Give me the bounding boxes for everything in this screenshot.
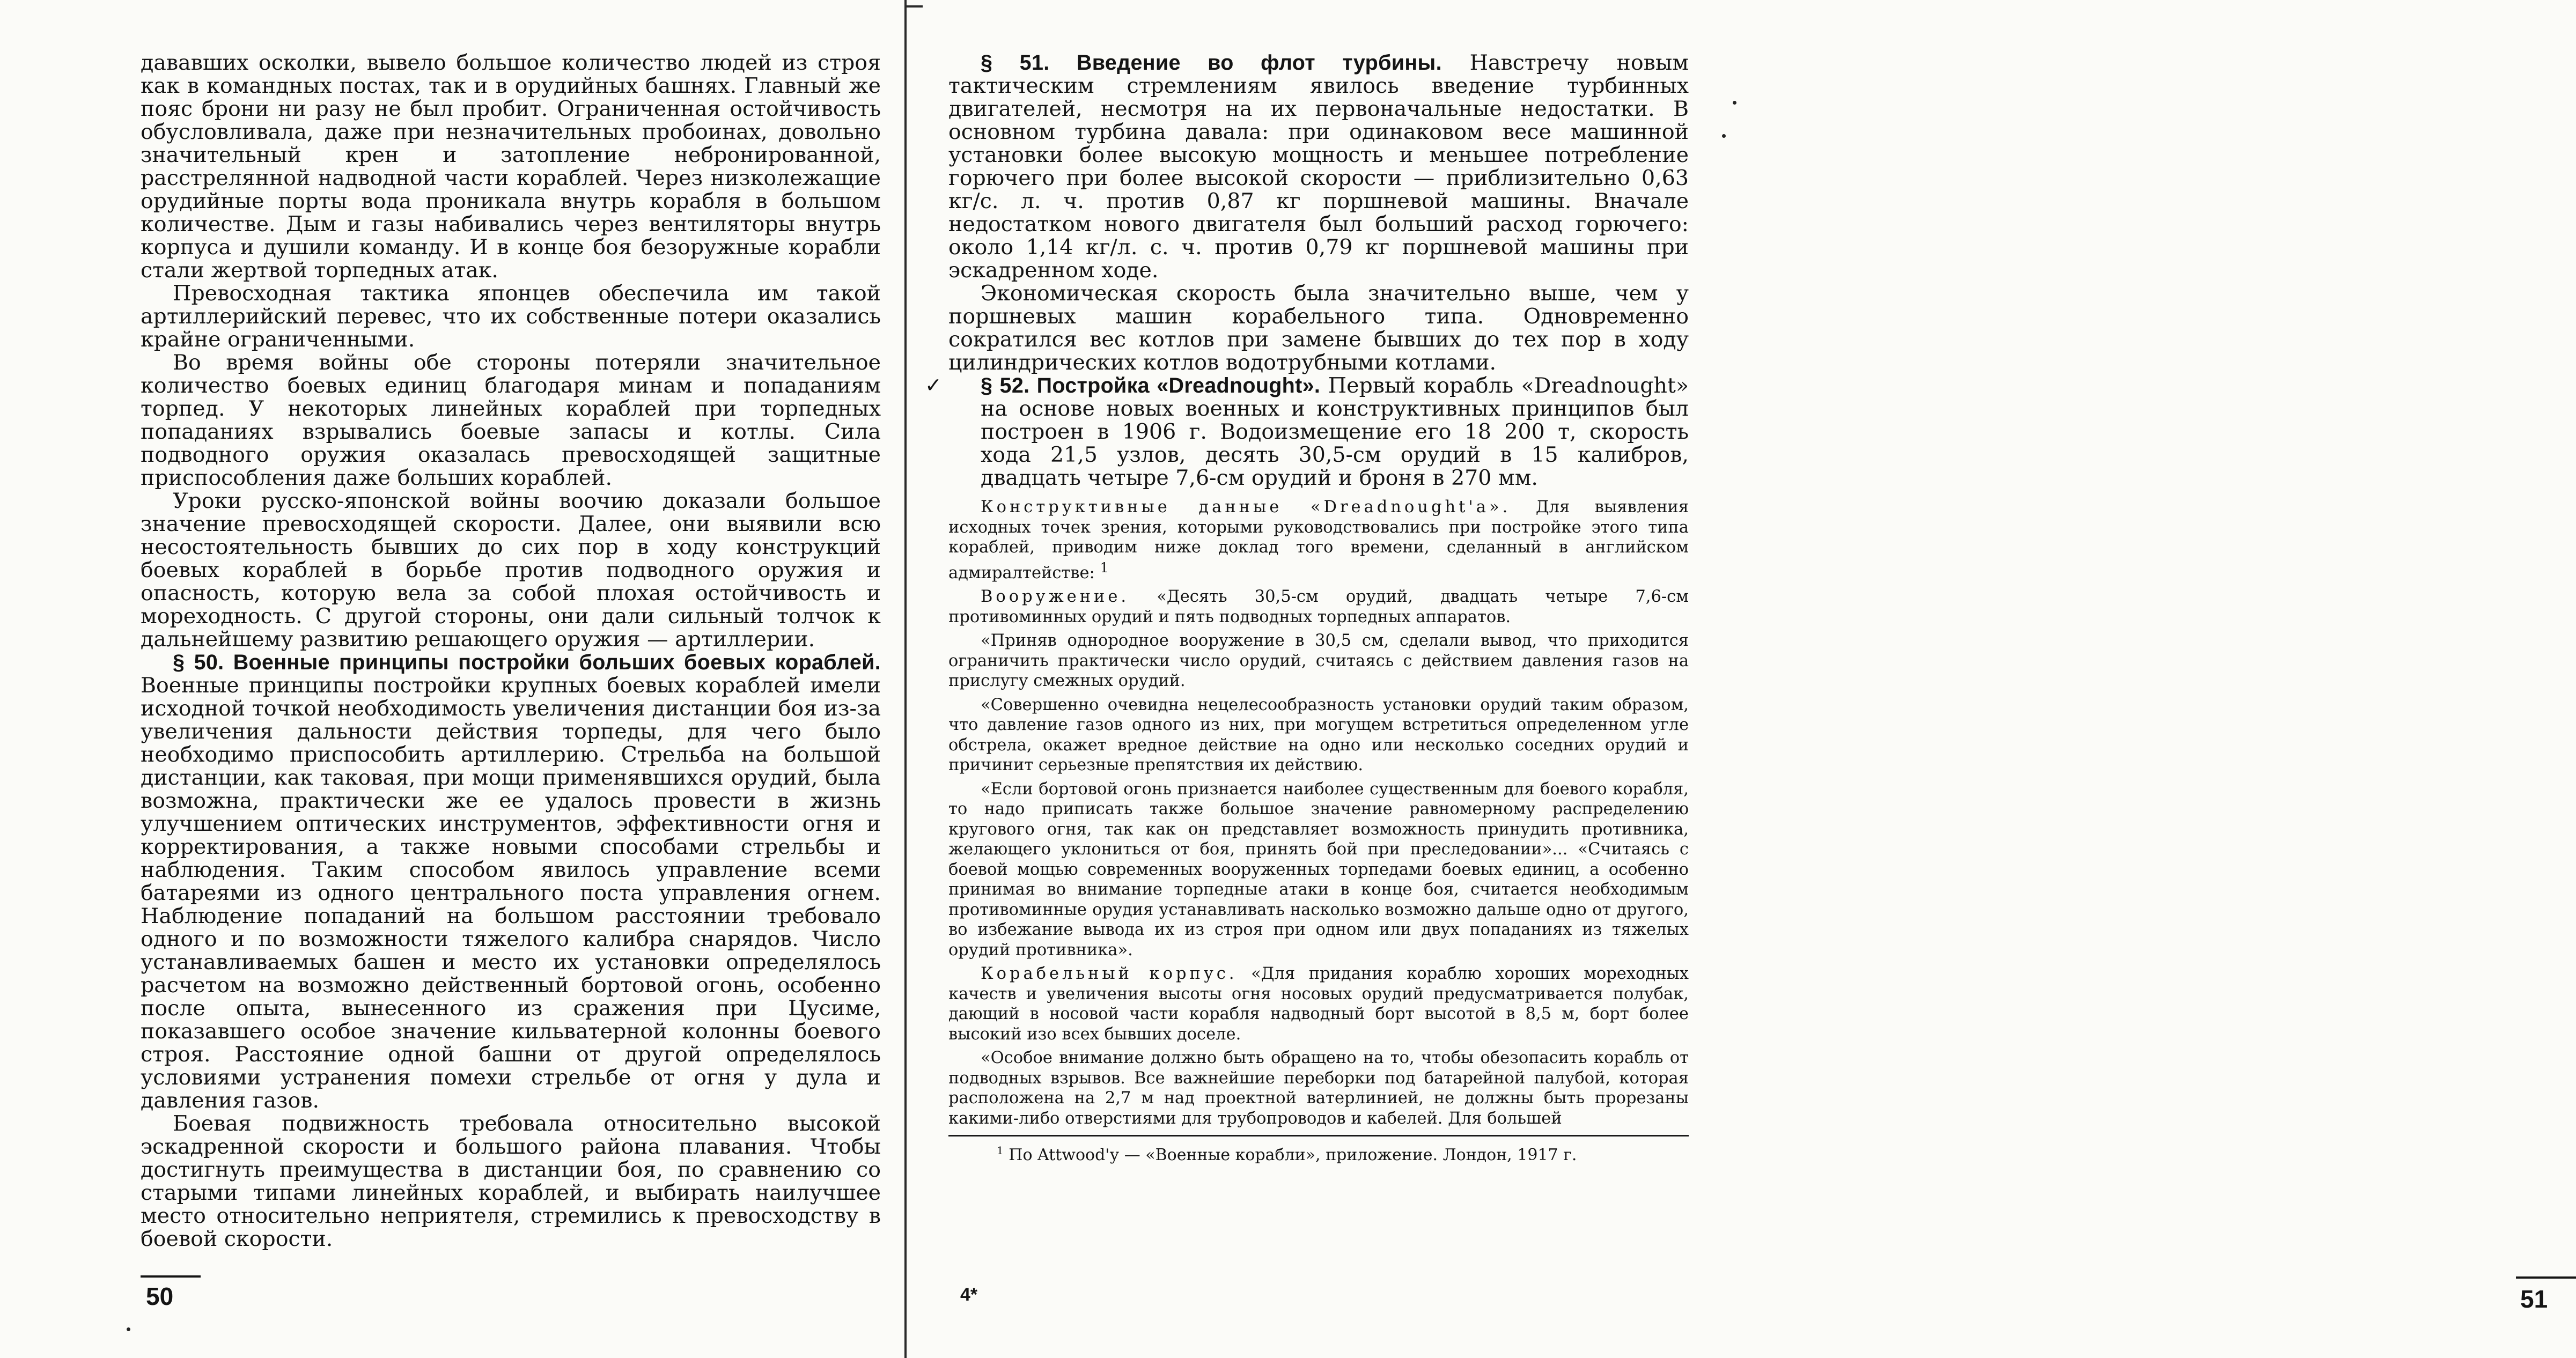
- footnote-reference: 1: [1100, 559, 1109, 575]
- check-mark-icon: ✓: [925, 374, 942, 397]
- small-print-hull: [948, 964, 1689, 1044]
- small-print-paragraph-6: «Особое внимание должно быть обращено на то, чтобы обезопасить корабль от подводных взрывов. Все важнейшие переборки под батарейной палубой, которая расположена на 2,7 м над проектной ватерлинией, не должны быть прорезаны какими-либо отверстиями для трубопроводов и кабелей. Для большей: [948, 1049, 1689, 1128]
- left-closing-paragraph: Боевая подвижность требовала относительно высокой эскадренной скорости и большого района плавания. Чтобы достигнуть преимущества в дистанции боя, по сравнению со старыми типами линейных кораблей, и выбирать наилучшее место относительно неприятеля, стремились к превосходству в боевой скорости.: [141, 1111, 881, 1251]
- page-number-rule-left: [141, 1275, 201, 1278]
- section-51-text: Навстречу новым тактическим стремлениям явилось введение турбинных двигателей, несмотря на их первоначальные недостатки. В основном турбина давала: при одинаковом весе машинной установки более высокую мощность и меньшее потребление горючего при более высокой скорости — приблизительно 0,63 кг/с. л. ч. против 0,87 кг поршневой машины. Вначале недостатком нового двигателя был больший расход горючего: около 1,14 кг/л. с. ч. против 0,79 кг поршневой машины при эскадренном ходе.: [948, 50, 1689, 283]
- right-page: [885, 0, 2548, 1358]
- left-paragraph-4: Уроки русско-японской войны воочию доказали большое значение превосходящей скорости. Далее, они выявили всю несостоятельность бывших до сих пор в ходу конструкций боевых кораблей в борьбе против подводного оружия и опасность, которую вела за собой плохая остойчивость и мореходность. С другой стороны, они дали сильный толчок к дальнейшему развитию решающего оружия — артиллерии.: [141, 489, 881, 652]
- small-print-intro-lead: Конструктивные данные «Dreadnought'a».: [981, 498, 1511, 516]
- page-number-left: 50: [146, 1282, 174, 1310]
- footnote-marker: 1: [997, 1144, 1004, 1157]
- signature-mark: 4*: [960, 1285, 978, 1305]
- right-page-text-column: [925, 50, 1689, 1166]
- small-print-paragraph-4: «Если бортовой огонь признается наиболее существенным для боевого корабля, то надо приписать также большое значение равномерному распределению кругового огня, так как он представляет возможность принудить противника, желающего уклониться от боя, принять бой при преследовании»... «Считаясь с боевой мощью современных вооруженных торпедами боевых единиц, а особенно принимая во внимание торпедные атаки в конце боя, считается необходимым противоминные орудия устанавливать насколько возможно дальше одно от другого, во избежание вывода их из строя при одном или двух попаданиях из тяжелых орудий противника».: [948, 779, 1689, 960]
- small-print-hull-lead: Корабельный корпус.: [981, 964, 1238, 984]
- small-print-armament-lead: Вооружение.: [981, 587, 1130, 607]
- footnote-text: По Attwood'у — «Военные корабли», приложение. Лондон, 1917 г.: [1009, 1146, 1577, 1165]
- section-51-paragraph-2: Экономическая скорость была значительно выше, чем у поршневых машин корабельного типа. Одновременно сократился вес котлов при замене бывших до тех пор в ходу цилиндрических котлов водотрубными котлами.: [948, 281, 1689, 375]
- section-52-paragraph: [925, 373, 1689, 490]
- small-print-hull-rest: «Для придания кораблю хороших мореходных качеств и увеличения высоты огня носовых орудий предусматривается полубак, дающий в носовой части корабля надводный борт высотой в 8,5 м, борт более высокий изо всех бывших доселе.: [948, 964, 1689, 1044]
- section-50-heading: § 50. Военные принципы постройки больших боевых кораблей.: [173, 651, 881, 674]
- footnote-rule: [948, 1135, 1689, 1136]
- scan-speck: [127, 1327, 130, 1331]
- small-print-armament-rest: «Десять 30,5-см орудий, двадцать четыре 7,6-см противоминных орудий и пять подводных торпедных аппаратов.: [948, 587, 1689, 626]
- small-print-intro: [948, 497, 1689, 583]
- scan-speck: [1722, 134, 1726, 138]
- page-number-right: 51: [2520, 1285, 2548, 1313]
- section-50-text: Военные принципы постройки крупных боевых кораблей имели исходной точкой необходимость увеличения дистанции боя из-за увеличения дальности действия торпеды, для чего было необходимо приспособить артиллерию. Стрельба на большой дистанции, как таковая, при мощи применявшихся орудий, была возможна, практически же ее удалось провести в жизнь улучшением оптических инструментов, эффективности огня и корректирования, а также новыми способами стрельбы и наблюдения. Таким способом явилось управление всеми батареями из одного центрального поста управления огнем. Наблюдение попаданий на большом расстоянии требовало одного и по возможности тяжелого калибра снарядов. Число устанавливаемых башен и место их установки определялось расчетом на возможно действенный бортовой огонь, особенно после опыта, вынесенного из сражения при Цусиме, показавшего особое значение кильватерной колонны боевого строя. Расстояние одной башни от другой определялось условиями устранения помехи стрельбе от огня у дула и давления газов.: [141, 673, 881, 1113]
- left-page: [0, 0, 885, 1358]
- small-print-armament: [948, 587, 1689, 627]
- left-paragraph-2: Превосходная тактика японцев обеспечила им такой артиллерийский перевес, что их собственные потери оказались крайне ограниченными.: [141, 281, 881, 352]
- footnote: [948, 1140, 1689, 1166]
- section-51-paragraph: [948, 51, 1689, 282]
- page-number-rule-right: [2516, 1276, 2576, 1279]
- small-print-paragraph-3: «Совершенно очевидна нецелесообразность установки орудий таким образом, что давление газов одного из них, при могущем встретиться определенном угле обстрела, окажет вредное действие на одно или несколько соседних орудий и причинит серьезные препятствия их действию.: [948, 695, 1689, 775]
- small-print-intro-rest: Для выявления исходных точек зрения, которыми руководствовались при постройке этого типа кораблей, приводим ниже доклад того времени, сделанный в английском адмиралтействе:: [948, 498, 1689, 582]
- scan-speck: [1733, 101, 1736, 105]
- left-paragraph-3: Во время войны обе стороны потеряли значительное количество боевых единиц благодаря минам и попаданиям торпед. У некоторых линейных кораблей при торпедных попаданиях взрывались боевые запасы и котлы. Сила подводного оружия оказалась превосходящей защитные приспособления даже больших кораблей.: [141, 350, 881, 490]
- right-body-text: [925, 50, 1689, 490]
- small-print-paragraph-2: «Приняв однородное вооружение в 30,5 см, сделали вывод, что приходится ограничить практически число орудий, считаясь с действием давления газов на прислугу смежных орудий.: [948, 631, 1689, 691]
- section-52-text: Первый корабль «Dreadnought» на основе новых военных и конструктивных принципов был построен в 1906 г. Водоизмещение его 18 200 т, скорость хода 21,5 узлов, десять 30,5-см орудий в 15 калибров, двадцать четыре 7,6-см орудий и броня в 270 мм.: [981, 373, 1689, 490]
- left-page-text-column: [141, 51, 881, 1251]
- section-52-heading: § 52. Постройка «Dreadnought».: [981, 374, 1321, 397]
- small-print-block: [948, 497, 1689, 1128]
- section-51-heading: § 51. Введение во флот турбины.: [981, 51, 1442, 75]
- left-paragraph-1: дававших осколки, вывело большое количество людей из строя как в командных постах, так и в орудийных башнях. Главный же пояс брони ни разу не был пробит. Ограниченная остойчивость обусловливала, даже при незначительных пробоинах, довольно значительный крен и затопление небронированной, расстрелянной надводной части кораблей. Через низколежащие орудийные порты вода проникала внутрь корабля в большом количестве. Дым и газы набивались через вентиляторы внутрь корпуса и душили команду. И в конце боя безоружные корабли стали жертвой торпедных атак.: [141, 50, 881, 283]
- section-50-paragraph: [141, 651, 881, 1112]
